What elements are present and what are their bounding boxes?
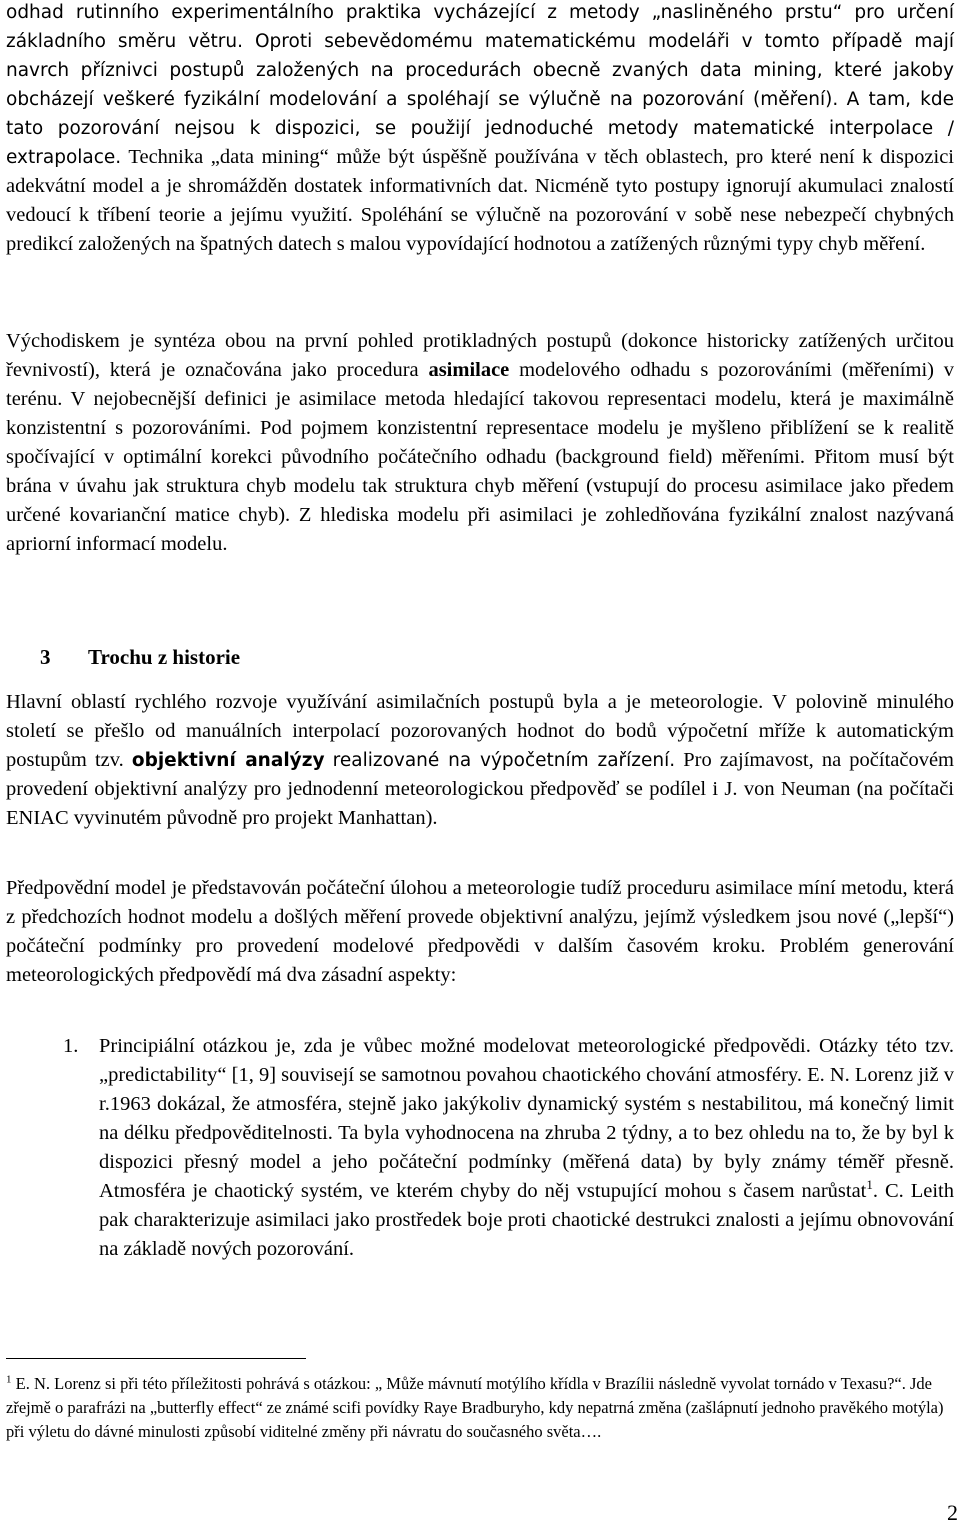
footnote-divider [6, 1358, 306, 1359]
footnote-text: E. N. Lorenz si při této příležitosti pohrává s otázkou: „ Může mávnutí motýlího křídla v Brazílii následně vyvolat tornádo v Texasu?“. Jde zřejmě o parafrázi na „butterfly effect“ ze známé scifi povídky Raye Bradburyho, kdy nepatrná změna (zašlápnutí jednoho pravěkého motýla) při výletu do dávné minulosti způsobí viditelné změny při návratu do současného světa…. [6, 1374, 944, 1441]
paragraph-text: Hlavní oblastí rychlého rozvoje využívání asimilačních postupů byla a je meteorologie. V polovině minulého století se přešlo od manuálních interpolací pozorovaných hodnot do bodů výpočetní mříže k automatickým postupům tzv. [6, 691, 954, 771]
paragraph-sentence-3: Technika „data mining“ může být úspěšně používána v těch oblastech, pro které není k dispozici adekvátní model a je shromážděn dostatek informativních dat. Nicméně tyto postupy ignorují akumulaci znalostí vedoucí k tříbení teorie a jejímu využití. Spoléhání se výlučně na pozorování v sobě nese nebezpečí chybných predikcí založených na špatných datech s malou vypovídající hodnotou a zatížených různými typy chyb měření. [6, 146, 954, 255]
list-item [6, 1032, 954, 1264]
paragraph-data-mining [6, 0, 954, 259]
footnote-reference[interactable]: 1 [866, 1177, 873, 1193]
list-item-text: . C. Leith pak charakterizuje asimilaci jako prostředek boje proti chaotické destrukci znalosti a jejímu obnovování na základě nových pozorování. [99, 1180, 954, 1260]
paragraph-history [6, 688, 954, 833]
paragraph-assimilation [6, 327, 954, 559]
paragraph-sentence-2: A tam, kde tato pozorování nejsou k dispozici, se použijí jednoduché metody matematické interpolace / extrapolace. [6, 89, 955, 168]
bold-term-objektivni-analyzy: objektivní analýzy [131, 750, 325, 771]
paragraph-forecast-model [6, 874, 954, 990]
paragraph-text: Východiskem je syntéza obou na první pohled protikladných postupů (dokonce historicky zatížených určitou řevnivostí), která je označována jako procedura [6, 330, 954, 381]
paragraph-text: realizované na výpočetním zařízení. [332, 750, 676, 771]
list-marker: 1. [63, 1035, 79, 1057]
paragraph-sentence-1: odhad rutinního experimentálního praktika vycházející z metody „nasliněného prstu“ pro určení základního směru větru. Oproti sebevědomému matematickému modeláři v tomto případě mají navrch příznivci postupů založených na procedurách obecně zvaných data mining, které jakoby obcházejí veškeré fyzikální modelování a spoléhají se výlučně na pozorování (měření). [6, 2, 954, 110]
section-title: Trochu z historie [88, 645, 241, 669]
paragraph-text: Předpovědní model je představován počáteční úlohou a meteorologie tudíž proceduru asimilace míní metodu, která z předchozích hodnot modelu a došlých měření provede objektivní analýzu, jejímž výsledkem jsou nové („lepší“) počáteční podmínky pro provedení modelové předpovědi v dalším časovém kroku. Problém generování meteorologických předpovědí má dva zásadní aspekty: [6, 877, 954, 986]
footnote [6, 1372, 954, 1444]
bold-term-asimilace: asimilace [428, 359, 510, 381]
footnote-mark: 1 [6, 1373, 12, 1386]
section-heading [40, 645, 240, 670]
page-number: 2 [947, 1500, 958, 1525]
aspects-list [6, 1032, 954, 1264]
list-item-text: Principiální otázkou je, zda je vůbec možné modelovat meteorologické předpovědi. Otázky této tzv. „predictability“ [1, 9] souvisejí se samotnou povahou chaotického chování atmosféry. E. N. Lorenz již v r.1963 dokázal, že atmosféra, stejně jako jakýkoliv dynamický systém s nestabilitou, má konečný limit na délku předpověditelnosti. Ta byla vyhodnocena na zhruba 2 týdny, a to bez ohledu na to, že by byl k dispozici přesný model a jeho počáteční podmínky (měřená data) by byly známy téměř přesně. Atmosféra je chaotický systém, ve kterém chyby do něj vstupující mohou s časem narůstat [99, 1035, 954, 1202]
paragraph-text: modelového odhadu s pozorováními (měřeními) v terénu. V nejobecnější definici je asimilace metoda hledající takovou representaci modelu, která je maximálně konzistentní s pozorováními. Pod pojmem konzistentní representace modelu je myšleno přiblížení se k realitě spočívající v optimální korekci původního počátečního odhadu (background field) měřeními. Přitom musí být brána v úvahu jak struktura chyb modelu tak struktura chyb měření (vstupují do procesu asimilace jako předem určené kovarianční matice chyb). Z hlediska modelu při asimilaci je zohledňována fyzikální znalost nazývaná apriorní informací modelu. [6, 359, 955, 555]
paragraph-text: Pro zajímavost, na počítačovém provedení objektivní analýzy pro jednodenní meteorologickou předpověď se podílel i J. von Neuman (na počítači ENIAC vyvinutém původně pro projekt Manhattan). [6, 749, 955, 829]
section-number: 3 [40, 645, 51, 669]
